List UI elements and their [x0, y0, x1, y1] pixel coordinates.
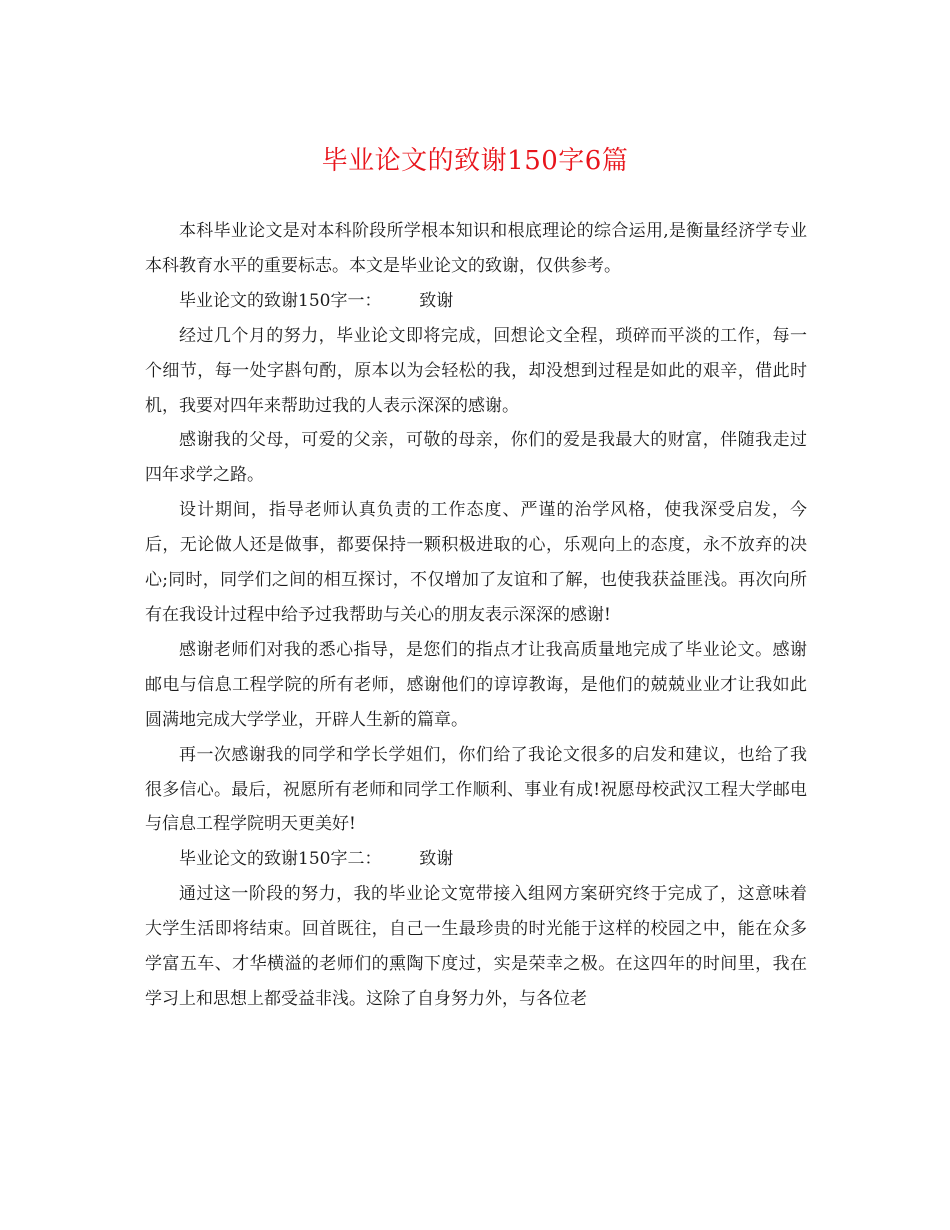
section-heading-1: 毕业论文的致谢150字一： 致谢: [179, 290, 454, 311]
document-title: 毕业论文的致谢150字6篇: [321, 146, 629, 176]
body-paragraph: 经过几个月的努力，毕业论文即将完成，回想论文全程，琐碎而平淡的工作，每一个细节，每一处字斟句酌，原本以为会轻松的我，却没想到过程是如此的艰辛，借此时机，我要对四年来帮助过我的人表示深深的感谢。: [145, 325, 807, 416]
section-heading-2: 毕业论文的致谢150字二： 致谢: [179, 849, 454, 870]
intro-paragraph: 本科毕业论文是对本科阶段所学根本知识和根底理论的综合运用,是衡量经济学专业本科教育水平的重要标志。本文是毕业论文的致谢，仅供参考。: [145, 221, 807, 276]
body-paragraph: 感谢老师们对我的悉心指导，是您们的指点才让我高质量地完成了毕业论文。感谢邮电与信息工程学院的所有老师，感谢他们的谆谆教诲，是他们的兢兢业业才让我如此圆满地完成大学学业，开辟人生新的篇章。: [145, 639, 807, 730]
document-body: [145, 214, 807, 1017]
body-paragraph: 感谢我的父母，可爱的父亲，可敬的母亲，你们的爱是我最大的财富，伴随我走过四年求学之路。: [145, 430, 807, 486]
body-paragraph: 再一次感谢我的同学和学长学姐们，你们给了我论文很多的启发和建议，也给了我很多信心。最后，祝愿所有老师和同学工作顺利、事业有成!祝愿母校武汉工程大学邮电与信息工程学院明天更美好!: [145, 744, 807, 835]
body-paragraph: 设计期间，指导老师认真负责的工作态度、严谨的治学风格，使我深受启发，今后，无论做人还是做事，都要保持一颗积极进取的心，乐观向上的态度，永不放弃的决心;同时，同学们之间的相互探讨，不仅增加了友谊和了解，也使我获益匪浅。再次向所有在我设计过程中给予过我帮助与关心的朋友表示深深的感谢!: [145, 500, 807, 625]
body-paragraph: 通过这一阶段的努力，我的毕业论文宽带接入组网方案研究终于完成了，这意味着大学生活即将结束。回首既往，自己一生最珍贵的时光能于这样的校园之中，能在众多学富五车、才华横溢的老师们的熏陶下度过，实是荣幸之极。在这四年的时间里，我在学习上和思想上都受益非浅。这除了自身努力外，与各位老: [145, 884, 807, 1009]
